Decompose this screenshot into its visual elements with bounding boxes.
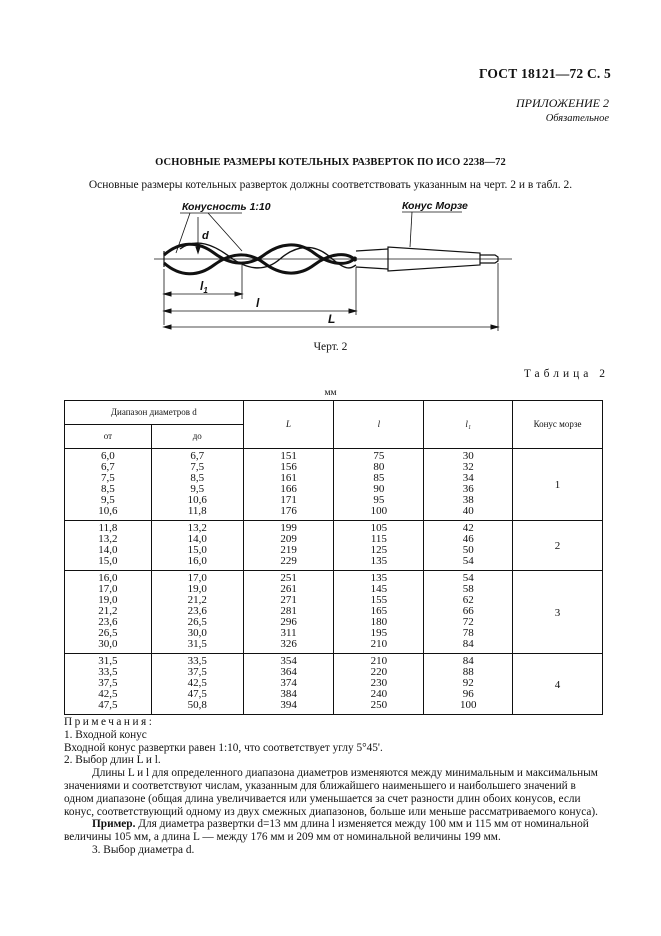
section-title: ОСНОВНЫЕ РАЗМЕРЫ КОТЕЛЬНЫХ РАЗВЕРТОК ПО ИСО 2238—72 — [155, 157, 506, 168]
cell-from: 19,0 — [65, 595, 152, 606]
cell-l1: 66 — [424, 606, 513, 617]
cell-from: 9,5 — [65, 495, 152, 506]
header-L: L — [243, 401, 334, 449]
cell-L: 281 — [243, 606, 334, 617]
cell-L: 374 — [243, 678, 334, 689]
cell-from: 6,0 — [65, 449, 152, 463]
cell-l1: 100 — [424, 700, 513, 715]
cell-L: 199 — [243, 521, 334, 535]
cell-l1: 46 — [424, 534, 513, 545]
L-label: L — [328, 312, 336, 326]
table-body — [65, 449, 603, 715]
cell-to: 19,0 — [151, 584, 243, 595]
figure-caption: Черт. 2 — [313, 341, 348, 353]
cell-l: 85 — [334, 473, 424, 484]
cell-L: 364 — [243, 667, 334, 678]
example-text: Для диаметра развертки d=13 мм длина l изменяется между 100 мм и 115 мм от номинальной величины 105 мм, а длина L — между 176 мм и 209 мм от номинальной величины 199 мм. — [64, 818, 589, 844]
note-2-title: 2. Выбор длин L и l. — [64, 754, 161, 767]
cell-l: 165 — [334, 606, 424, 617]
cell-from: 37,5 — [65, 678, 152, 689]
cell-from: 17,0 — [65, 584, 152, 595]
appendix-status: Обязательное — [545, 113, 609, 124]
cell-l1: 78 — [424, 628, 513, 639]
cell-l1: 38 — [424, 495, 513, 506]
note-3-title: 3. Выбор диаметра d. — [92, 843, 195, 856]
cell-l: 155 — [334, 595, 424, 606]
cell-l: 75 — [334, 449, 424, 463]
cell-L: 354 — [243, 654, 334, 668]
cell-l: 210 — [334, 639, 424, 654]
cell-L: 151 — [243, 449, 334, 463]
header-l: l — [334, 401, 424, 449]
table-unit: мм — [324, 388, 337, 398]
cell-l: 210 — [334, 654, 424, 668]
table-row — [65, 449, 603, 463]
cell-morse: 4 — [513, 654, 603, 715]
cell-to: 33,5 — [151, 654, 243, 668]
cell-from: 30,0 — [65, 639, 152, 654]
cell-l: 100 — [334, 506, 424, 521]
note-2-text: Длины L и l для определенного диапазона диаметров изменяются между минимальным и максимальным значениями и соответствуют числам, указанным для ближайшего наименьшего и наибольшего значений в одном диапазоне (общая длина увеличивается или уменьшается за счет разности длин обоих конусов, если конус, соответствующий одному из двух смежных диапазонов, больше или меньше рассматриваемого конуса). — [64, 767, 598, 818]
cell-from: 10,6 — [65, 506, 152, 521]
reamer-drawing — [150, 195, 520, 335]
morse-label: Конус Морзе — [402, 200, 468, 212]
cell-morse: 3 — [513, 571, 603, 654]
cell-L: 311 — [243, 628, 334, 639]
cell-l1: 50 — [424, 545, 513, 556]
example-label: Пример. — [92, 818, 136, 831]
cell-to: 13,2 — [151, 521, 243, 535]
cell-from: 42,5 — [65, 689, 152, 700]
cell-morse: 2 — [513, 521, 603, 571]
section-intro: Основные размеры котельных разверток должны соответствовать указанным на черт. 2 и в табл. 2. — [88, 179, 573, 191]
table-label: Таблица 2 — [523, 368, 609, 380]
cell-L: 229 — [243, 556, 334, 571]
cell-to: 11,8 — [151, 506, 243, 521]
cell-to: 50,8 — [151, 700, 243, 715]
taper-label: Конусность 1:10 — [182, 201, 271, 213]
cell-l: 135 — [334, 571, 424, 585]
cell-L: 161 — [243, 473, 334, 484]
cell-l: 250 — [334, 700, 424, 715]
cell-l: 90 — [334, 484, 424, 495]
cell-to: 9,5 — [151, 484, 243, 495]
cell-L: 176 — [243, 506, 334, 521]
cell-l: 195 — [334, 628, 424, 639]
cell-l1: 62 — [424, 595, 513, 606]
appendix-title: ПРИЛОЖЕНИЕ 2 — [516, 96, 609, 110]
cell-l1: 92 — [424, 678, 513, 689]
cell-l: 135 — [334, 556, 424, 571]
cell-l1: 88 — [424, 667, 513, 678]
cell-L: 271 — [243, 595, 334, 606]
cell-from: 8,5 — [65, 484, 152, 495]
note-example — [64, 818, 602, 844]
table-row — [65, 521, 603, 535]
cell-L: 384 — [243, 689, 334, 700]
cell-l1: 58 — [424, 584, 513, 595]
cell-L: 296 — [243, 617, 334, 628]
cell-to: 10,6 — [151, 495, 243, 506]
cell-l1: 42 — [424, 521, 513, 535]
cell-l1: 36 — [424, 484, 513, 495]
cell-to: 15,0 — [151, 545, 243, 556]
l-label: l — [256, 296, 260, 310]
cell-L: 251 — [243, 571, 334, 585]
header-range: Диапазон диаметров d — [65, 401, 244, 425]
notes — [64, 716, 602, 857]
header-l1: l₁ — [424, 401, 513, 449]
cell-from: 26,5 — [65, 628, 152, 639]
cell-from: 33,5 — [65, 667, 152, 678]
cell-l1: 40 — [424, 506, 513, 521]
cell-L: 156 — [243, 462, 334, 473]
cell-L: 166 — [243, 484, 334, 495]
cell-L: 261 — [243, 584, 334, 595]
cell-morse: 1 — [513, 449, 603, 521]
cell-l: 80 — [334, 462, 424, 473]
cell-from: 11,8 — [65, 521, 152, 535]
cell-from: 47,5 — [65, 700, 152, 715]
cell-l: 240 — [334, 689, 424, 700]
cell-from: 6,7 — [65, 462, 152, 473]
cell-to: 17,0 — [151, 571, 243, 585]
cell-to: 21,2 — [151, 595, 243, 606]
d-label: d — [202, 230, 209, 242]
cell-l: 115 — [334, 534, 424, 545]
cell-from: 16,0 — [65, 571, 152, 585]
cell-from: 7,5 — [65, 473, 152, 484]
cell-l1: 34 — [424, 473, 513, 484]
cell-l1: 54 — [424, 571, 513, 585]
table-row — [65, 654, 603, 668]
cell-L: 219 — [243, 545, 334, 556]
cell-to: 26,5 — [151, 617, 243, 628]
cell-from: 31,5 — [65, 654, 152, 668]
cell-l: 105 — [334, 521, 424, 535]
cell-l1: 84 — [424, 654, 513, 668]
cell-L: 209 — [243, 534, 334, 545]
cell-l: 95 — [334, 495, 424, 506]
cell-to: 8,5 — [151, 473, 243, 484]
cell-L: 394 — [243, 700, 334, 715]
cell-l: 145 — [334, 584, 424, 595]
cell-l1: 96 — [424, 689, 513, 700]
cell-l1: 32 — [424, 462, 513, 473]
cell-from: 15,0 — [65, 556, 152, 571]
cell-l: 125 — [334, 545, 424, 556]
appendix-label — [516, 96, 609, 124]
l1-label: $l_1$ — [200, 279, 208, 295]
dimensions-table — [64, 400, 603, 715]
page-header: ГОСТ 18121—72 С. 5 — [478, 66, 611, 81]
cell-l1: 30 — [424, 449, 513, 463]
cell-to: 14,0 — [151, 534, 243, 545]
cell-L: 326 — [243, 639, 334, 654]
cell-l: 230 — [334, 678, 424, 689]
cell-from: 14,0 — [65, 545, 152, 556]
cell-to: 23,6 — [151, 606, 243, 617]
cell-l: 220 — [334, 667, 424, 678]
cell-to: 47,5 — [151, 689, 243, 700]
cell-from: 21,2 — [65, 606, 152, 617]
header-morse: Конус морзе — [513, 401, 603, 449]
cell-l1: 84 — [424, 639, 513, 654]
cell-l1: 54 — [424, 556, 513, 571]
cell-to: 16,0 — [151, 556, 243, 571]
cell-to: 6,7 — [151, 449, 243, 463]
cell-from: 23,6 — [65, 617, 152, 628]
note-1-text: Входной конус развертки равен 1:10, что соответствует углу 5°45'. — [64, 741, 383, 754]
cell-l1: 72 — [424, 617, 513, 628]
cell-to: 7,5 — [151, 462, 243, 473]
header-to: до — [151, 425, 243, 449]
cell-from: 13,2 — [65, 534, 152, 545]
cell-to: 31,5 — [151, 639, 243, 654]
cell-to: 30,0 — [151, 628, 243, 639]
cell-to: 42,5 — [151, 678, 243, 689]
cell-to: 37,5 — [151, 667, 243, 678]
table-row — [65, 571, 603, 585]
cell-l: 180 — [334, 617, 424, 628]
notes-heading: Примечания: — [64, 716, 155, 728]
note-1-title: 1. Входной конус — [64, 728, 147, 741]
cell-L: 171 — [243, 495, 334, 506]
header-from: от — [65, 425, 152, 449]
